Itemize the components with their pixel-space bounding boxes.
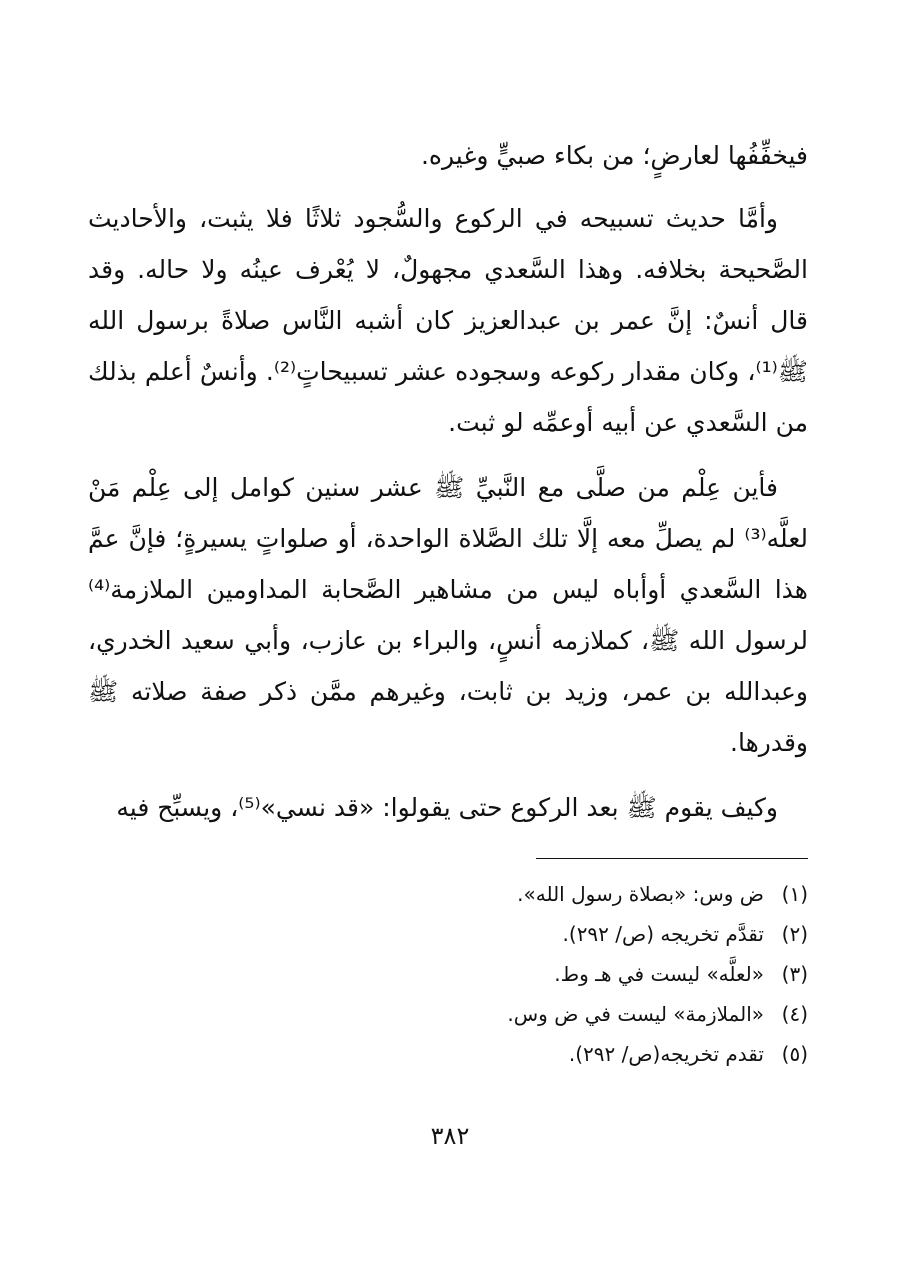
main-text bbox=[88, 130, 808, 847]
footnote-separator bbox=[536, 858, 808, 859]
paragraph-1: فيخفِّفُها لعارضٍ؛ من بكاء صبيٍّ وغيره. bbox=[420, 141, 808, 170]
footnote-number: (٣) bbox=[781, 962, 808, 986]
paragraph-2: وأمَّا حديث تسبيحه في الركوع والسُّجود ثلاثًا فلا يثبت، والأحاديث الصَّحيحة بخلافه. وهذا السَّعدي مجهولٌ، لا يُعْرف عينُه ولا حاله. وقد قال أنسٌ: إنَّ عمر بن عبدالعزيز كان أشبه النَّاس صلاةً برسول الله ﷺ⁽¹⁾، وكان مقدار ركوعه وسجوده عشر تسبيحاتٍ⁽²⁾. وأنسٌ أعلم بذلك من السَّعدي عن أبيه أوعمِّه لو ثبت. bbox=[88, 204, 808, 437]
page-number: ٣٨٢ bbox=[430, 1122, 470, 1150]
footnotes-list bbox=[88, 874, 808, 1074]
footnote-text: تقدَّم تخريجه (ص/ ٢٩٢). bbox=[562, 922, 764, 946]
footnote-item bbox=[88, 914, 808, 954]
paragraph-4: وكيف يقوم ﷺ بعد الركوع حتى يقولوا: «قد نسي»⁽⁵⁾، ويسبِّح فيه bbox=[116, 793, 778, 822]
footnote-number: (٤) bbox=[781, 1002, 808, 1026]
footnote-item bbox=[88, 1034, 808, 1074]
footnote-text: «لعلَّه» ليست في هـ وط. bbox=[554, 962, 764, 986]
footnote-item bbox=[88, 994, 808, 1034]
footnote-number: (١) bbox=[781, 882, 808, 906]
footnote-item bbox=[88, 954, 808, 994]
footnote-text: ض وس: «بصلاة رسول الله». bbox=[517, 882, 764, 906]
footnote-text: «الملازمة» ليست في ض وس. bbox=[507, 1002, 764, 1026]
paragraph-3: فأين عِلْم من صلَّى مع النَّبيِّ ﷺ عشر سنين كوامل إلى عِلْم مَنْ لعلَّه⁽³⁾ لم يصلِّ معه إلَّا تلك الصَّلاة الواحدة، أو صلواتٍ يسيرةٍ؛ فإنَّ عمَّ هذا السَّعدي أوأباه ليس من مشاهير الصَّحابة المداومين الملازمة⁽⁴⁾ لرسول الله ﷺ، كملازمه أنسٍ، والبراء بن عازب، وأبي سعيد الخدري، وعبدالله بن عمر، وزيد بن ثابت، وغيرهم ممَّن ذكر صفة صلاته ﷺ وقدرها. bbox=[88, 473, 808, 757]
footnote-number: (٢) bbox=[781, 922, 808, 946]
footnote-number: (٥) bbox=[781, 1042, 808, 1066]
footnote-item bbox=[88, 874, 808, 914]
footnote-text: تقدم تخريجه(ص/ ٢٩٢). bbox=[568, 1042, 764, 1066]
